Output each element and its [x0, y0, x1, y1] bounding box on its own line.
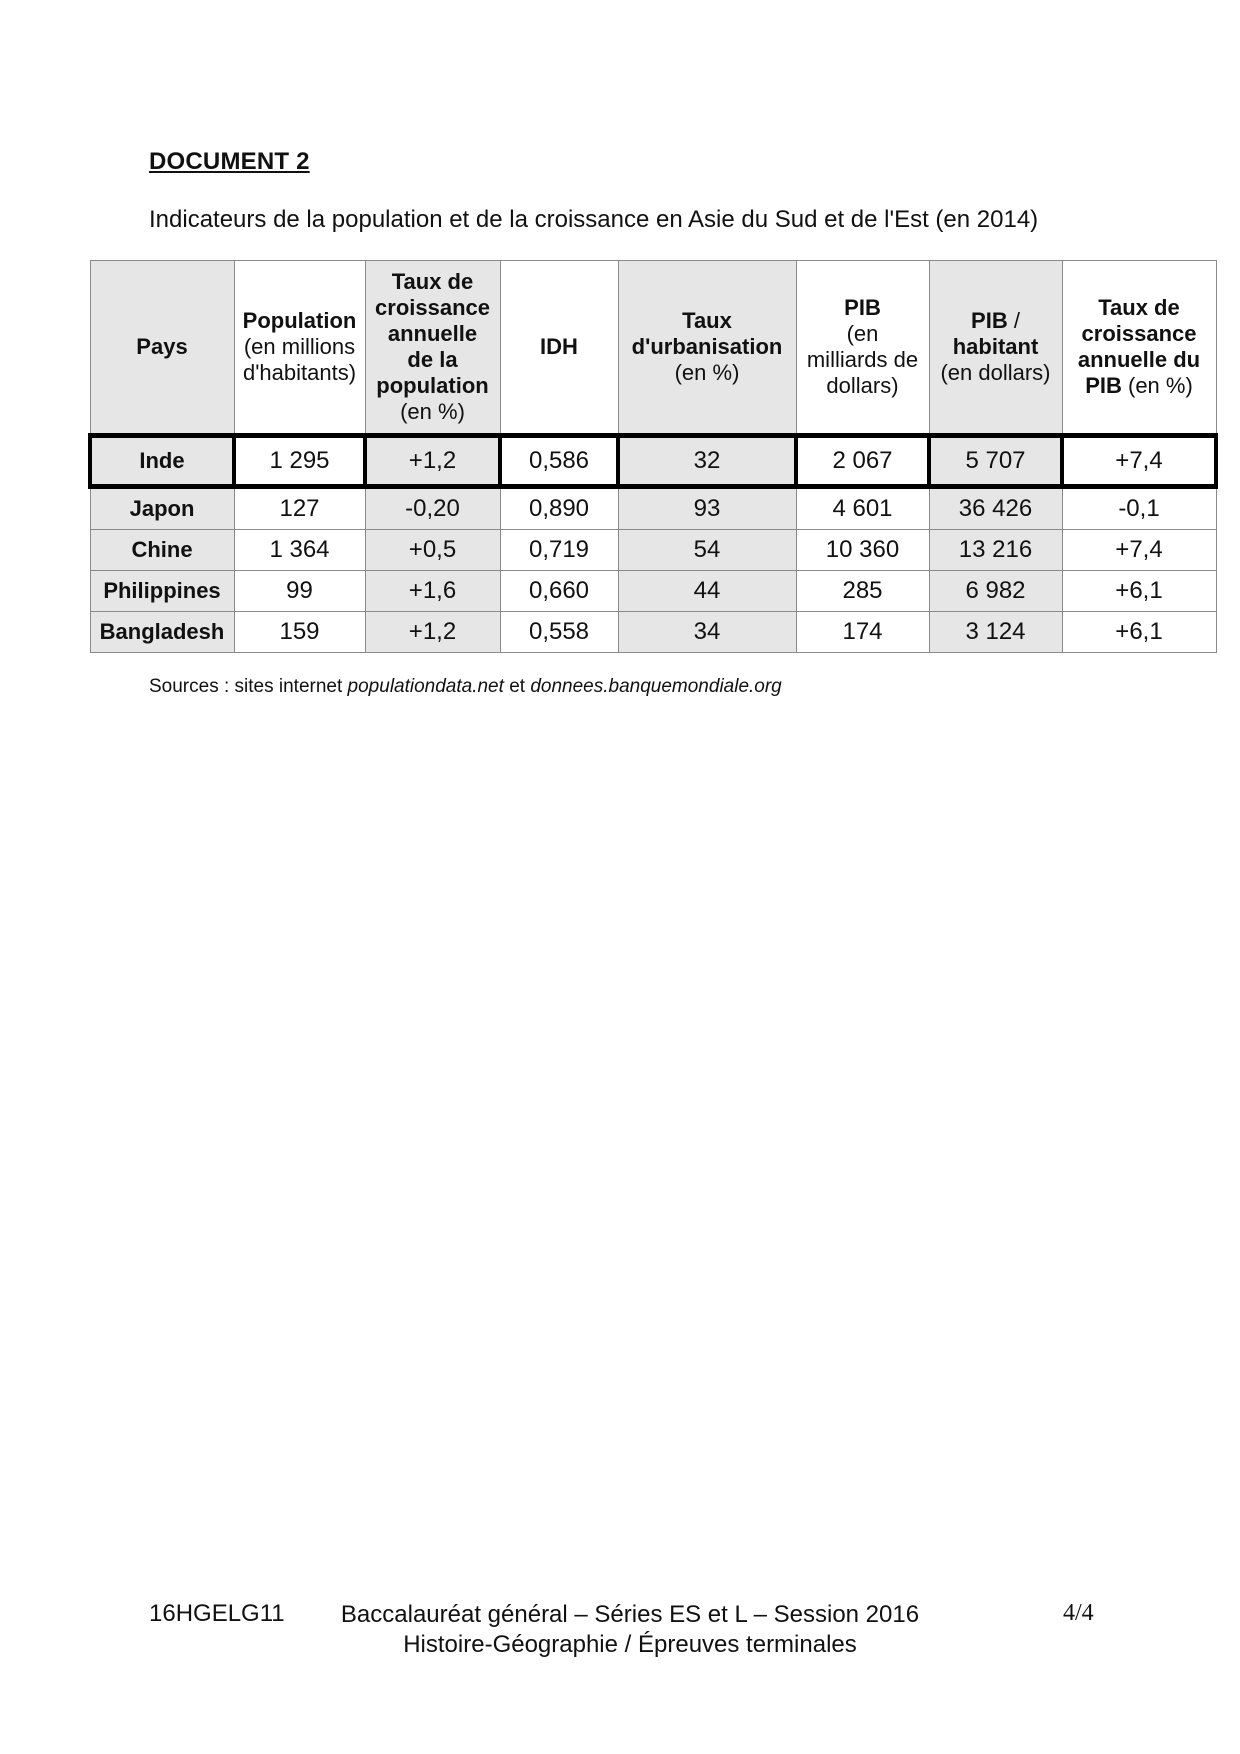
cell-pib: 285 — [796, 571, 929, 612]
cell-population: 1 295 — [234, 436, 365, 487]
header-pib: PIB (en milliards de dollars) — [796, 261, 929, 436]
cell-idh: 0,660 — [500, 571, 618, 612]
cell-pays: Philippines — [90, 571, 234, 612]
footer-line-1: Baccalauréat général – Séries ES et L – Session 2016 — [340, 1601, 920, 1628]
cell-croissance-pib: +7,4 — [1062, 436, 1216, 487]
cell-pib: 2 067 — [796, 436, 929, 487]
cell-taux-pop: +1,2 — [365, 612, 500, 653]
table-row-japon — [90, 487, 1216, 530]
cell-pays: Bangladesh — [90, 612, 234, 653]
cell-pays: Chine — [90, 530, 234, 571]
cell-croissance-pib: +6,1 — [1062, 571, 1216, 612]
cell-pib-habitant: 5 707 — [929, 436, 1062, 487]
cell-taux-pop: -0,20 — [365, 487, 500, 530]
cell-taux-pop: +1,6 — [365, 571, 500, 612]
table-row-bangladesh — [90, 612, 1216, 653]
cell-croissance-pib: +6,1 — [1062, 612, 1216, 653]
header-pib-habitant: PIB / habitant (en dollars) — [929, 261, 1062, 436]
cell-taux-pop: +0,5 — [365, 530, 500, 571]
header-idh: IDH — [500, 261, 618, 436]
cell-idh: 0,586 — [500, 436, 618, 487]
cell-urbanisation: 93 — [618, 487, 796, 530]
cell-pib: 10 360 — [796, 530, 929, 571]
cell-population: 99 — [234, 571, 365, 612]
table-row-inde — [90, 436, 1216, 487]
table-header-row — [90, 261, 1216, 436]
table-row-chine — [90, 530, 1216, 571]
sources-joiner: et — [503, 676, 531, 697]
footer-code: 16HGELG11 — [149, 1600, 285, 1627]
cell-pib-habitant: 6 982 — [929, 571, 1062, 612]
cell-urbanisation: 44 — [618, 571, 796, 612]
cell-idh: 0,890 — [500, 487, 618, 530]
document-subtitle: Indicateurs de la population et de la croissance en Asie du Sud et de l'Est (en 2014) — [149, 206, 1039, 233]
header-croissance-pib: Taux de croissance annuelle du PIB (en %) — [1062, 261, 1216, 436]
cell-idh: 0,719 — [500, 530, 618, 571]
cell-pays: Inde — [90, 436, 234, 487]
cell-pib-habitant: 13 216 — [929, 530, 1062, 571]
cell-population: 127 — [234, 487, 365, 530]
indicators-table-container — [88, 260, 1214, 653]
sources-prefix: Sources : sites internet — [149, 676, 348, 697]
footer-center — [330, 1600, 930, 1660]
sources-note — [149, 676, 782, 698]
header-pays: Pays — [90, 261, 234, 436]
cell-urbanisation: 34 — [618, 612, 796, 653]
cell-urbanisation: 32 — [618, 436, 796, 487]
cell-croissance-pib: +7,4 — [1062, 530, 1216, 571]
cell-pib-habitant: 3 124 — [929, 612, 1062, 653]
cell-population: 159 — [234, 612, 365, 653]
cell-pib: 4 601 — [796, 487, 929, 530]
cell-pays: Japon — [90, 487, 234, 530]
table-row-philippines — [90, 571, 1216, 612]
source-site-2: donnees.banquemondiale.org — [530, 676, 782, 697]
cell-urbanisation: 54 — [618, 530, 796, 571]
cell-population: 1 364 — [234, 530, 365, 571]
footer-page-number: 4/4 — [1063, 1600, 1094, 1626]
indicators-table — [88, 260, 1218, 653]
header-urbanisation: Taux d'urbanisation (en %) — [618, 261, 796, 436]
header-taux-croissance-population: Taux de croissance annuelle de la population (en %) — [365, 261, 500, 436]
header-population: Population (en millions d'habitants) — [234, 261, 365, 436]
cell-pib-habitant: 36 426 — [929, 487, 1062, 530]
source-site-1: populationdata.net — [347, 676, 504, 697]
cell-pib: 174 — [796, 612, 929, 653]
cell-croissance-pib: -0,1 — [1062, 487, 1216, 530]
cell-taux-pop: +1,2 — [365, 436, 500, 487]
document-title: DOCUMENT 2 — [149, 148, 310, 175]
cell-idh: 0,558 — [500, 612, 618, 653]
footer-line-2: Histoire-Géographie / Épreuves terminales — [403, 1631, 857, 1658]
